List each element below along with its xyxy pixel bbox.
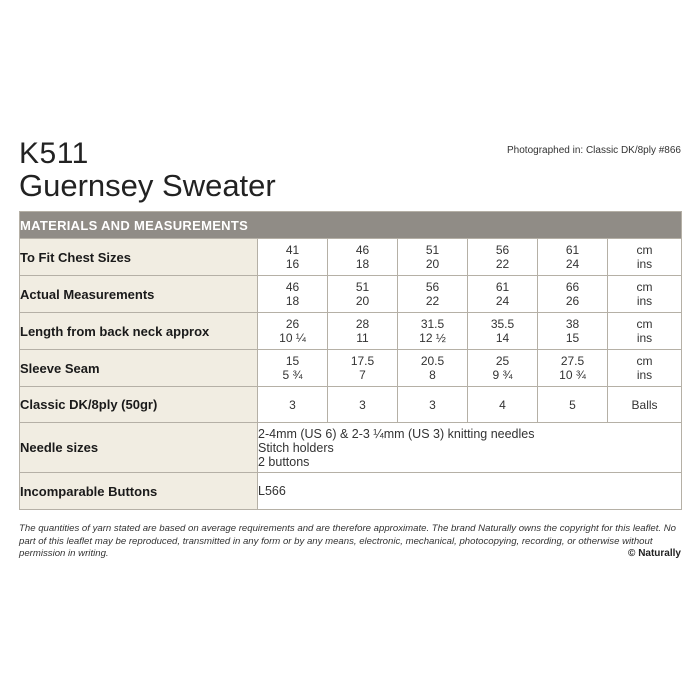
needle-details [258, 423, 682, 473]
needle-line: 2-4mm (US 6) & 2-3 ¼mm (US 3) knitting needles [258, 426, 535, 441]
size-cell: 41 16 [258, 239, 328, 276]
row-label: Sleeve Seam [20, 350, 258, 387]
unit-cell: Balls [608, 387, 682, 423]
size-cell: 38 15 [538, 313, 608, 350]
size-cell: 4 [468, 387, 538, 423]
copyright-mark: © Naturally [628, 548, 681, 559]
size-cell: 56 22 [468, 239, 538, 276]
size-cell: 3 [328, 387, 398, 423]
row-label: Classic DK/8ply (50gr) [20, 387, 258, 423]
table-row [20, 423, 682, 473]
row-label: To Fit Chest Sizes [20, 239, 258, 276]
table-row [20, 473, 682, 510]
table-row [20, 239, 682, 276]
size-cell: 46 18 [258, 276, 328, 313]
table-header-row [20, 212, 682, 239]
size-cell: 61 24 [538, 239, 608, 276]
size-cell: 3 [398, 387, 468, 423]
size-cell: 35.5 14 [468, 313, 538, 350]
size-cell: 56 22 [398, 276, 468, 313]
size-cell: 27.5 10 ¾ [538, 350, 608, 387]
row-label: Needle sizes [20, 423, 258, 473]
table-header: MATERIALS AND MEASUREMENTS [20, 212, 682, 239]
size-cell: 28 11 [328, 313, 398, 350]
row-label: Length from back neck approx [20, 313, 258, 350]
table-row [20, 276, 682, 313]
pattern-code: K511 [19, 137, 89, 170]
size-cell: 15 5 ¾ [258, 350, 328, 387]
size-cell: 20.5 8 [398, 350, 468, 387]
size-cell: 25 9 ¾ [468, 350, 538, 387]
unit-cell: cm ins [608, 239, 682, 276]
size-cell: 51 20 [328, 276, 398, 313]
table-row [20, 313, 682, 350]
size-cell: 31.5 12 ½ [398, 313, 468, 350]
needle-line: 2 buttons [258, 454, 310, 469]
buttons-code: L566 [258, 473, 682, 510]
unit-cell: cm ins [608, 313, 682, 350]
unit-cell: cm ins [608, 350, 682, 387]
size-cell: 17.5 7 [328, 350, 398, 387]
size-cell: 46 18 [328, 239, 398, 276]
table-row [20, 387, 682, 423]
size-cell: 26 10 ¼ [258, 313, 328, 350]
pattern-title: Guernsey Sweater [19, 168, 276, 203]
unit-cell: cm ins [608, 276, 682, 313]
materials-table [19, 211, 682, 510]
size-cell: 61 24 [468, 276, 538, 313]
needle-line: Stitch holders [258, 440, 334, 455]
row-label: Actual Measurements [20, 276, 258, 313]
size-cell: 3 [258, 387, 328, 423]
size-cell: 66 26 [538, 276, 608, 313]
photographed-in-note: Photographed in: Classic DK/8ply #866 [507, 145, 681, 156]
size-cell: 5 [538, 387, 608, 423]
size-cell: 51 20 [398, 239, 468, 276]
row-label: Incomparable Buttons [20, 473, 258, 510]
table-row [20, 350, 682, 387]
copyright-note: The quantities of yarn stated are based on average requirements and are therefore approximate. The brand Naturally owns the copyright for this leaflet. No part of this leaflet may be reproduced, transmitted in any form or by any means, electronic, mechanical, photocopying, recording, or otherwise without permission in writing. [19, 523, 677, 559]
